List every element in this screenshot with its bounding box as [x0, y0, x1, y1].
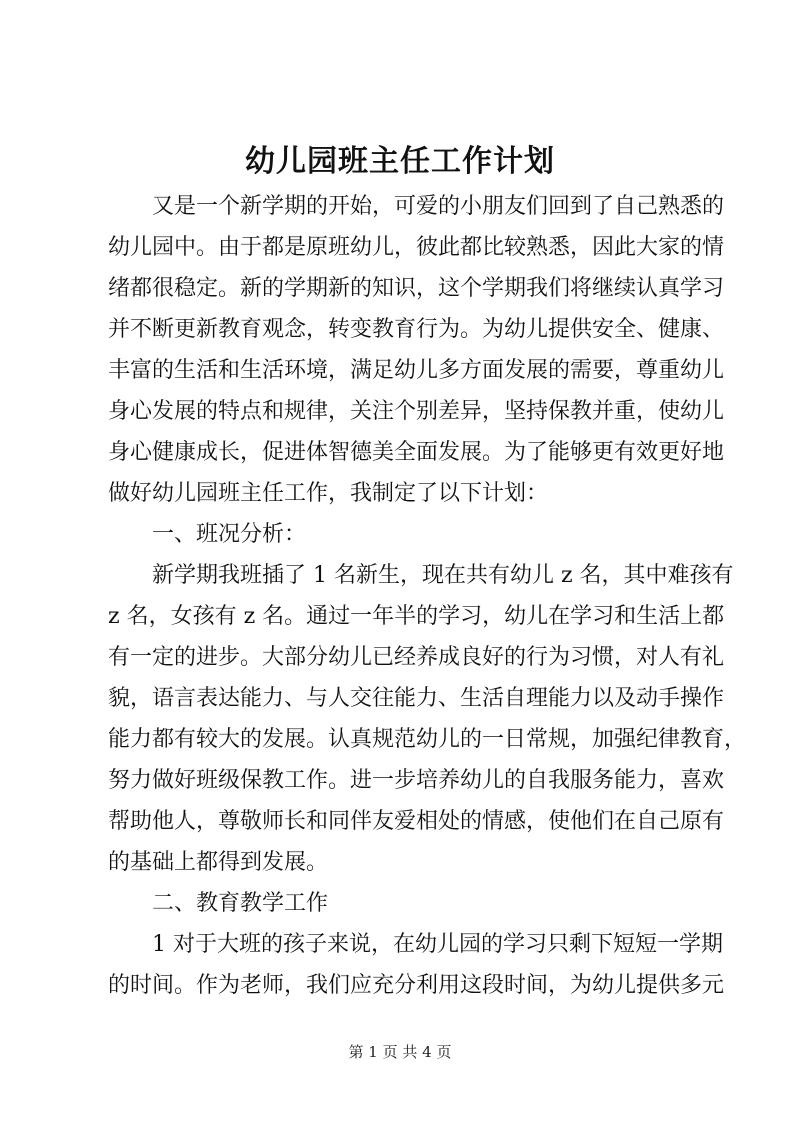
section-heading: 二、教育教学工作: [152, 891, 329, 916]
paragraph-line: 1 对于大班的孩子来说，在幼儿园的学习只剩下短短一学期: [152, 932, 723, 957]
paragraph-line: 幼儿园中。由于都是原班幼儿，彼此都比较熟悉，因此大家的情: [108, 235, 725, 260]
paragraph-line: 貌，语言表达能力、与人交往能力、生活自理能力以及动手操作: [108, 686, 725, 711]
paragraph-line: 的时间。作为老师，我们应充分利用这段时间，为幼儿提供多元: [108, 973, 725, 998]
paragraph-line: 又是一个新学期的开始，可爱的小朋友们回到了自己熟悉的: [152, 194, 725, 219]
paragraph-line: 新学期我班插了 1 名新生，现在共有幼儿 z 名，其中难孩有: [152, 563, 734, 588]
paragraph-line: 有一定的进步。大部分幼儿已经养成良好的行为习惯，对人有礼: [108, 645, 725, 670]
paragraph-line: 努力做好班级保教工作。进一步培养幼儿的自我服务能力，喜欢: [108, 768, 725, 793]
document-body: [108, 186, 747, 1006]
paragraph-line: z 名，女孩有 z 名。通过一年半的学习，幼儿在学习和生活上都: [108, 604, 725, 629]
paragraph-line: 的基础上都得到发展。: [108, 850, 329, 875]
paragraph-line: 丰富的生活和生活环境，满足幼儿多方面发展的需要，尊重幼儿: [108, 358, 725, 383]
paragraph-line: 帮助他人，尊敬师长和同伴友爱相处的情感，使他们在自己原有: [108, 809, 725, 834]
document-title: 幼儿园班主任工作计划: [245, 144, 555, 179]
paragraph-line: 身心发展的特点和规律，关注个别差异，坚持保教并重，使幼儿: [108, 399, 725, 424]
page-footer: 第 1 页 共 4 页: [348, 1043, 452, 1061]
section-heading: 一、班况分析：: [152, 522, 307, 547]
paragraph-line: 能力都有较大的发展。认真规范幼儿的一日常规，加强纪律教育，: [108, 727, 747, 752]
paragraph-line: 并不断更新教育观念，转变教育行为。为幼儿提供安全、健康、: [108, 317, 725, 342]
paragraph-line: 身心健康成长，促进体智德美全面发展。为了能够更有效更好地: [108, 440, 725, 465]
paragraph-line: 做好幼儿园班主任工作，我制定了以下计划：: [108, 481, 549, 506]
paragraph-line: 绪都很稳定。新的学期新的知识，这个学期我们将继续认真学习: [108, 276, 725, 301]
